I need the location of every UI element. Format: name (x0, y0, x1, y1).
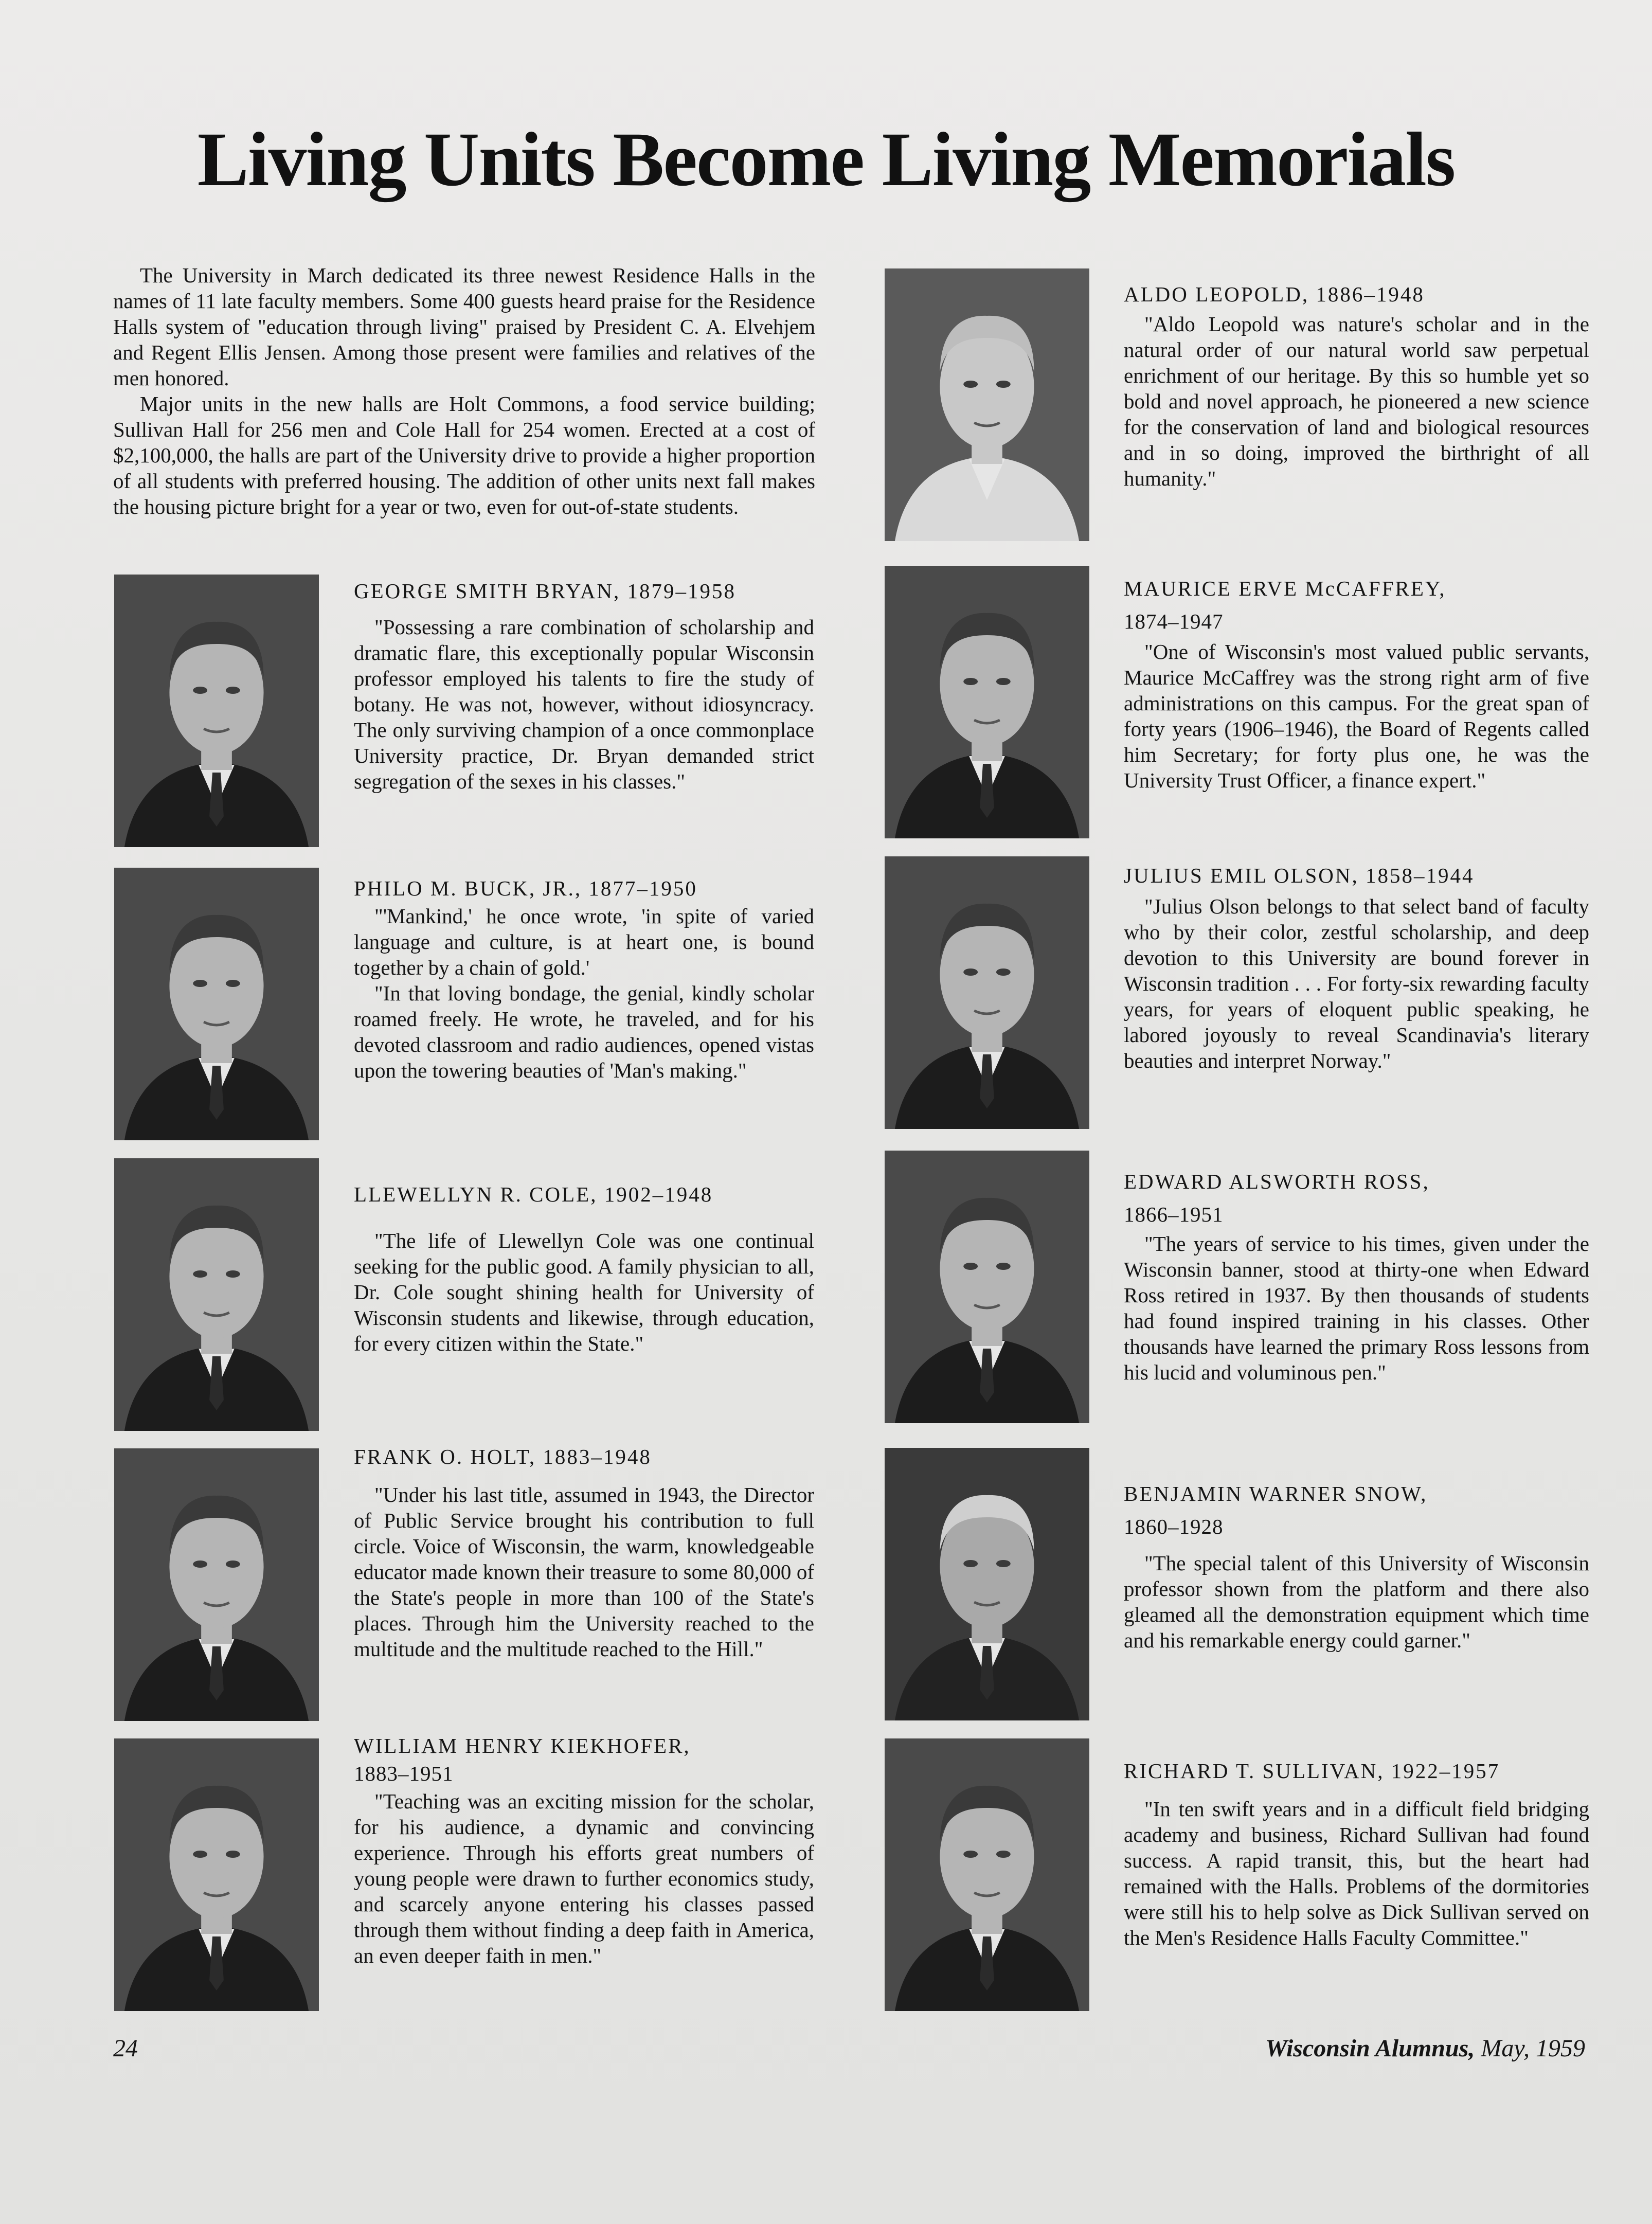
entry-heading: GEORGE SMITH BRYAN, 1879–1958 (354, 579, 737, 603)
photo-eye (193, 687, 207, 694)
entry-text: "Possessing a rare combination of scholarship and dramatic flare, this exceptionally popular Wisconsin professor employed his talents to fire the study of botany. He was not, however, without idiosyncracy. The only surviving champion of a once commonplace University practice, Dr. Bryan demanded strict segregation of the sexes in his classes." (354, 615, 814, 793)
photo-eye (996, 381, 1011, 388)
entry-richard-t-sullivan (1124, 1757, 1589, 1950)
entry-heading: WILLIAM HENRY KIEKHOFER, 1883–1951 (354, 1734, 691, 1785)
entry-heading: PHILO M. BUCK, JR., 1877–1950 (354, 876, 697, 900)
photo-eye (193, 1851, 207, 1858)
portrait-william-henry-kiekhofer (114, 1738, 319, 2011)
photo-eye (996, 968, 1011, 976)
intro-paragraph: Major units in the new halls are Holt Commons, a food service building; Sullivan Hall for 256 men and Cole Hall for 254 women. Erected at a cost of $2,100,000, the halls are part of the University drive to provide a higher proportion of all students with preferred housing. The addition of other units next fall makes the housing picture bright for a year or two, even for out-of-state students. (113, 392, 815, 518)
photo-eye (996, 1263, 1011, 1270)
entry-heading: JULIUS EMIL OLSON, 1858–1944 (1124, 864, 1475, 887)
entry-text: "In that loving bondage, the genial, kindly scholar roamed freely. He wrote, he traveled, and for his devoted classroom and radio audiences, opened vistas upon the towering beauties of 'Man's making." (354, 981, 814, 1082)
entry-text: "Aldo Leopold was nature's scholar and in the natural order of our natural world saw perpetual enrichment of our heritage. By this so humble yet so bold and novel approach, he pioneered a new science for the conservation of land and biological resources and in so doing, improved the birthright of all humanity." (1124, 312, 1589, 490)
portrait-george-smith-bryan (114, 575, 319, 847)
photo-eye (996, 1851, 1011, 1858)
portrait-llewellyn-r-cole (114, 1158, 319, 1431)
photo-eye (963, 1263, 978, 1270)
intro-paragraph: The University in March dedicated its three newest Residence Halls in the names of 11 late faculty members. Some 400 guests heard praise for the Residence Halls system of "education through living" praised by President C. A. Elvehjem and Regent Ellis Jensen. Among those present were families and relatives of the men honored. (113, 263, 815, 390)
portrait-richard-t-sullivan (885, 1738, 1089, 2011)
portrait-edward-alsworth-ross (885, 1151, 1089, 1423)
portrait-julius-emil-olson (885, 856, 1089, 1129)
entry-edward-alsworth-ross (1124, 1165, 1589, 1385)
page-title: Living Units Become Living Memorials (197, 117, 1455, 202)
entry-text: "Under his last title, assumed in 1943, the Director of Public Service brought his contribution to full circle. Voice of Wisconsin, the warm, knowledgeable educator made known their treasure to some 80,000 of the State's people in more than 100 of the State's places. Through him the University reached to the multitude and the multitude reached to the Hill." (354, 1483, 814, 1661)
photo-eye (193, 980, 207, 987)
entry-philo-m-buck (354, 874, 814, 1083)
entry-llewellyn-r-cole (354, 1180, 814, 1356)
entry-heading: MAURICE ERVE McCAFFREY, 1874–1947 (1124, 577, 1446, 633)
entry-george-smith-bryan (354, 577, 814, 794)
entry-maurice-erve-mccaffrey (1124, 572, 1589, 793)
photo-eye (963, 381, 978, 388)
portrait-maurice-erve-mccaffrey (885, 566, 1089, 838)
entry-heading: EDWARD ALSWORTH ROSS, 1866–1951 (1124, 1170, 1430, 1226)
portrait-frank-o-holt (114, 1448, 319, 1721)
entry-text: "'Mankind,' he once wrote, 'in spite of varied language and culture, is at heart one, is bound together by a chain of gold.' (354, 904, 814, 979)
entry-heading: LLEWELLYN R. COLE, 1902–1948 (354, 1182, 713, 1206)
photo-eye (226, 980, 240, 987)
photo-eye (963, 1560, 978, 1567)
page-number: 24 (113, 2035, 138, 2062)
photo-eye (226, 1561, 240, 1568)
entry-text: "Julius Olson belongs to that select band of faculty who by their color, zestful scholarship, and deep devotion to this University are bound forever in Wisconsin tradition . . . For forty-six rewarding faculty years, for years of eloquent public speaking, he labored joyously to reveal Scandinavia's literary beauties and interpret Norway." (1124, 894, 1589, 1072)
entry-heading: BENJAMIN WARNER SNOW, 1860–1928 (1124, 1482, 1428, 1538)
entry-william-henry-kiekhofer (354, 1732, 814, 1968)
photo-eye (963, 1851, 978, 1858)
photo-eye (226, 1851, 240, 1858)
entry-text: "The years of service to his times, given under the Wisconsin banner, stood at thirty-one when Edward Ross retired in 1937. By then thousands of students had found inspired training in his classes. Other thousands have learned the primary Ross lessons from his lucid and voluminous pen." (1124, 1232, 1589, 1384)
intro-text (113, 262, 815, 519)
photo-eye (996, 1560, 1011, 1567)
portrait-philo-m-buck (114, 868, 319, 1140)
photo-eye (963, 678, 978, 685)
entry-text: "In ten swift years and in a difficult field bridging academy and business, Richard Sullivan had found success. A rapid transit, this, but the heart had remained with the Halls. Problems of the dormitories were still his to help solve as Dick Sullivan served on the Men's Residence Halls Faculty Committee." (1124, 1797, 1589, 1949)
entry-text: "Teaching was an exciting mission for the scholar, for his audience, a dynamic and convincing experience. Through his efforts great numbers of young people were drawn to further economics study, and scarcely anyone entering his classes passed through them without finding a deep faith in America, an even deeper faith in men." (354, 1789, 814, 1967)
entry-aldo-leopold (1124, 280, 1589, 491)
photo-eye (996, 678, 1011, 685)
photo-eye (193, 1561, 207, 1568)
entry-text: "The special talent of this University of Wisconsin professor shown from the platform and there also gleamed all the demonstration equipment which time and his remarkable energy could garner." (1124, 1551, 1589, 1652)
entry-heading: FRANK O. HOLT, 1883–1948 (354, 1445, 652, 1468)
entry-text: "The life of Llewellyn Cole was one continual seeking for the public good. A family physician to all, Dr. Cole sought shining health for University of Wisconsin students and likewise, through education, for every citizen within the State." (354, 1229, 814, 1355)
entry-heading: ALDO LEOPOLD, 1886–1948 (1124, 282, 1425, 306)
publication-line (1265, 2034, 1585, 2062)
photo-eye (963, 968, 978, 976)
portrait-aldo-leopold (885, 268, 1089, 541)
entry-text: "One of Wisconsin's most valued public servants, Maurice McCaffrey was the strong right arm of five administrations on this campus. For the great span of forty years (1906–1946), the Board of Regents called him Secretary; for forty plus one, he was the University Trust Officer, a finance expert." (1124, 640, 1589, 792)
photo-eye (193, 1270, 207, 1278)
publication-date: May, 1959 (1481, 2035, 1585, 2062)
publication-name: Wisconsin Alumnus, (1265, 2035, 1475, 2062)
photo-eye (226, 1270, 240, 1278)
portrait-benjamin-warner-snow (885, 1448, 1089, 1720)
photo-eye (226, 687, 240, 694)
entry-frank-o-holt (354, 1443, 814, 1662)
entry-heading: RICHARD T. SULLIVAN, 1922–1957 (1124, 1759, 1500, 1783)
entry-julius-emil-olson (1124, 862, 1589, 1073)
entry-benjamin-warner-snow (1124, 1477, 1589, 1653)
